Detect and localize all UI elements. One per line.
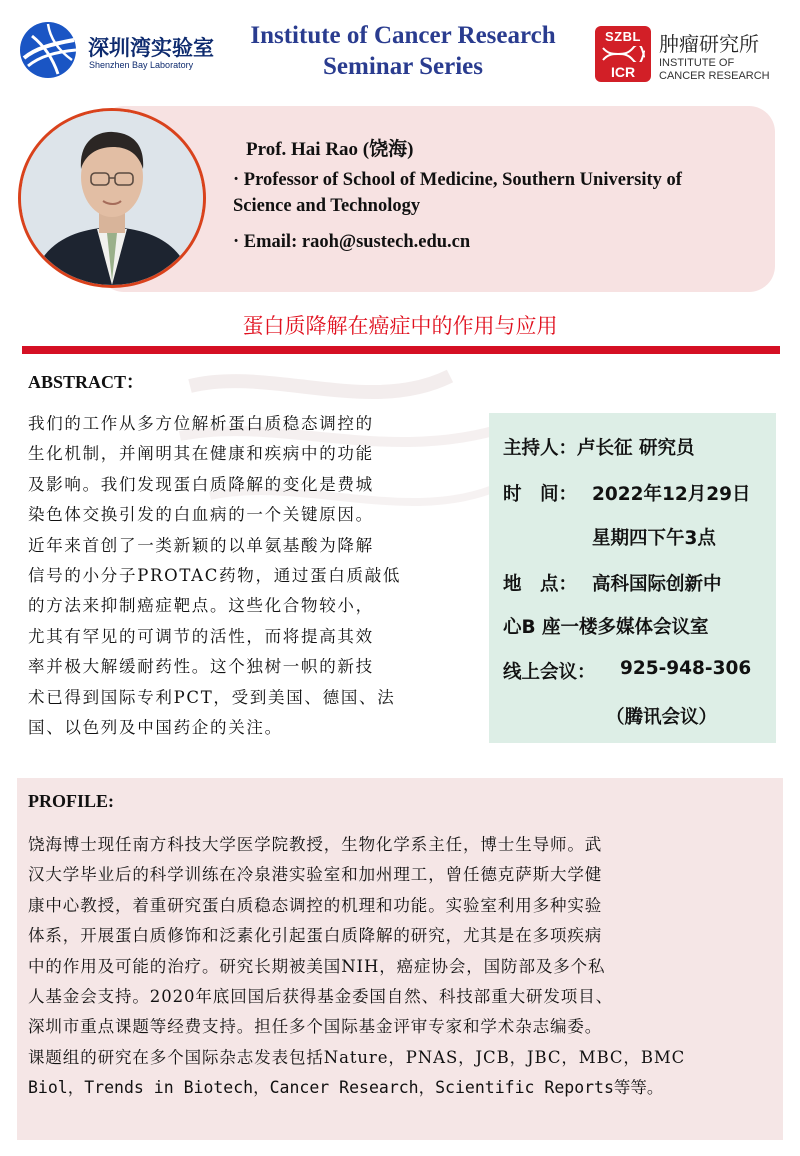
title-line-1: Institute of Cancer Research xyxy=(250,22,556,49)
talk-title: 蛋白质降解在癌症中的作用与应用 xyxy=(242,314,558,338)
online-meeting-label: 线上会议： xyxy=(503,662,596,683)
speaker-photo xyxy=(18,108,206,288)
place-line-2: 心B 座一楼多媒体会议室 xyxy=(503,617,709,638)
host-line: 主持人：卢长征 研究员 xyxy=(503,438,695,459)
right-logo-english-line-1: INSTITUTE OF xyxy=(659,57,735,69)
right-logo-chinese-name: 肿瘤研究所 xyxy=(659,32,759,56)
title-line-2: Seminar Series xyxy=(323,53,483,80)
speaker-position-line-2: Science and Technology xyxy=(233,196,421,216)
event-date: 2022年12月29日 xyxy=(592,484,751,505)
abstract-line: 近年来首创了一类新颖的以单氨基酸为降解 xyxy=(28,535,374,555)
profile-line: 中的作用及可能的治疗。研究长期被美国NIH，癌症协会，国防部及多个私 xyxy=(28,956,606,976)
speaker-position-line-1: · Professor of School of Medicine, Southern University of xyxy=(233,170,682,190)
profile-line: 汉大学毕业后的科学训练在冷泉港实验室和加州理工，曾任德克萨斯大学健 xyxy=(28,865,603,885)
meeting-platform: （腾讯会议） xyxy=(606,707,718,728)
abstract-line: 国、以色列及中国药企的关注。 xyxy=(28,718,283,738)
left-logo-english-name: Shenzhen Bay Laboratory xyxy=(89,60,194,70)
profile-line: Biol，Trends in Biotech，Cancer Research，Scientific Reports等等。 xyxy=(28,1078,664,1098)
abstract-line: 术已得到国际专利PCT，受到美国、德国、法 xyxy=(28,687,396,707)
abstract-line: 的方法来抑制癌症靶点。这些化合物较小， xyxy=(28,596,374,616)
profile-body xyxy=(28,830,770,1104)
institute-of-cancer-research-logo xyxy=(595,24,795,86)
szbl-icr-badge xyxy=(595,26,651,82)
left-logo-chinese-name: 深圳湾实验室 xyxy=(88,36,214,60)
dna-helix-icon xyxy=(601,46,645,62)
badge-top-text: SZBL xyxy=(605,29,641,44)
header xyxy=(0,0,800,95)
place-label: 地 点： xyxy=(503,574,578,595)
speaker-name: Prof. Hai Rao (饶海) xyxy=(246,139,414,160)
shenzhen-bay-laboratory-logo xyxy=(18,20,228,80)
profile-line: 康中心教授，着重研究蛋白质稳态调控的机理和功能。实验室利用多种实验 xyxy=(28,895,603,915)
badge-bottom-text: ICR xyxy=(610,64,636,80)
profile-line: 人基金会支持。2020年底回国后获得基金委国自然、科技部重大研发项目、 xyxy=(28,987,613,1007)
abstract-line: 尤其有罕见的可调节的活性，而将提高其效 xyxy=(28,626,374,646)
speaker-portrait-icon xyxy=(21,111,203,285)
profile-heading: PROFILE: xyxy=(28,791,115,811)
abstract-line: 染色体交换引发的白血病的一个关键原因。 xyxy=(28,505,374,525)
event-weekday-time: 星期四下午3点 xyxy=(592,528,716,549)
abstract-line: 我们的工作从多方位解析蛋白质稳态调控的 xyxy=(28,414,374,433)
place-line-1: 高科国际创新中 xyxy=(592,574,722,595)
abstract-line: 信号的小分子PROTAC药物，通过蛋白质敲低 xyxy=(28,566,402,586)
shenzhen-bay-laboratory-emblem-icon xyxy=(18,20,82,80)
right-logo-english-line-2: CANCER RESEARCH xyxy=(659,70,770,82)
abstract-line: 率并极大解缓耐药性。这个独树一帜的新技 xyxy=(28,657,374,677)
abstract-body xyxy=(28,409,474,743)
speaker-email: · Email: raoh@sustech.edu.cn xyxy=(233,232,471,252)
profile-line: 深圳市重点课题等经费支持。担任多个国际基金评审专家和学术杂志编委。 xyxy=(28,1017,603,1037)
time-label: 时 间： xyxy=(503,484,578,505)
abstract-heading: ABSTRACT： xyxy=(28,372,145,392)
abstract-line: 及影响。我们发现蛋白质降解的变化是费城 xyxy=(28,474,374,494)
profile-line: 饶海博士现任南方科技大学医学院教授，生物化学系主任，博士生导师。武 xyxy=(28,835,603,854)
seminar-series-title xyxy=(228,20,578,82)
title-divider xyxy=(22,346,780,354)
profile-line: 课题组的研究在多个国际杂志发表包括Nature，PNAS，JCB，JBC，MBC，BMC xyxy=(28,1047,686,1067)
profile-line: 体系，开展蛋白质修饰和泛素化引起蛋白质降解的研究，尤其是在多项疾病 xyxy=(28,926,603,946)
meeting-id: 925-948-306 xyxy=(620,658,752,679)
abstract-line: 生化机制，并阐明其在健康和疾病中的功能 xyxy=(28,444,374,464)
